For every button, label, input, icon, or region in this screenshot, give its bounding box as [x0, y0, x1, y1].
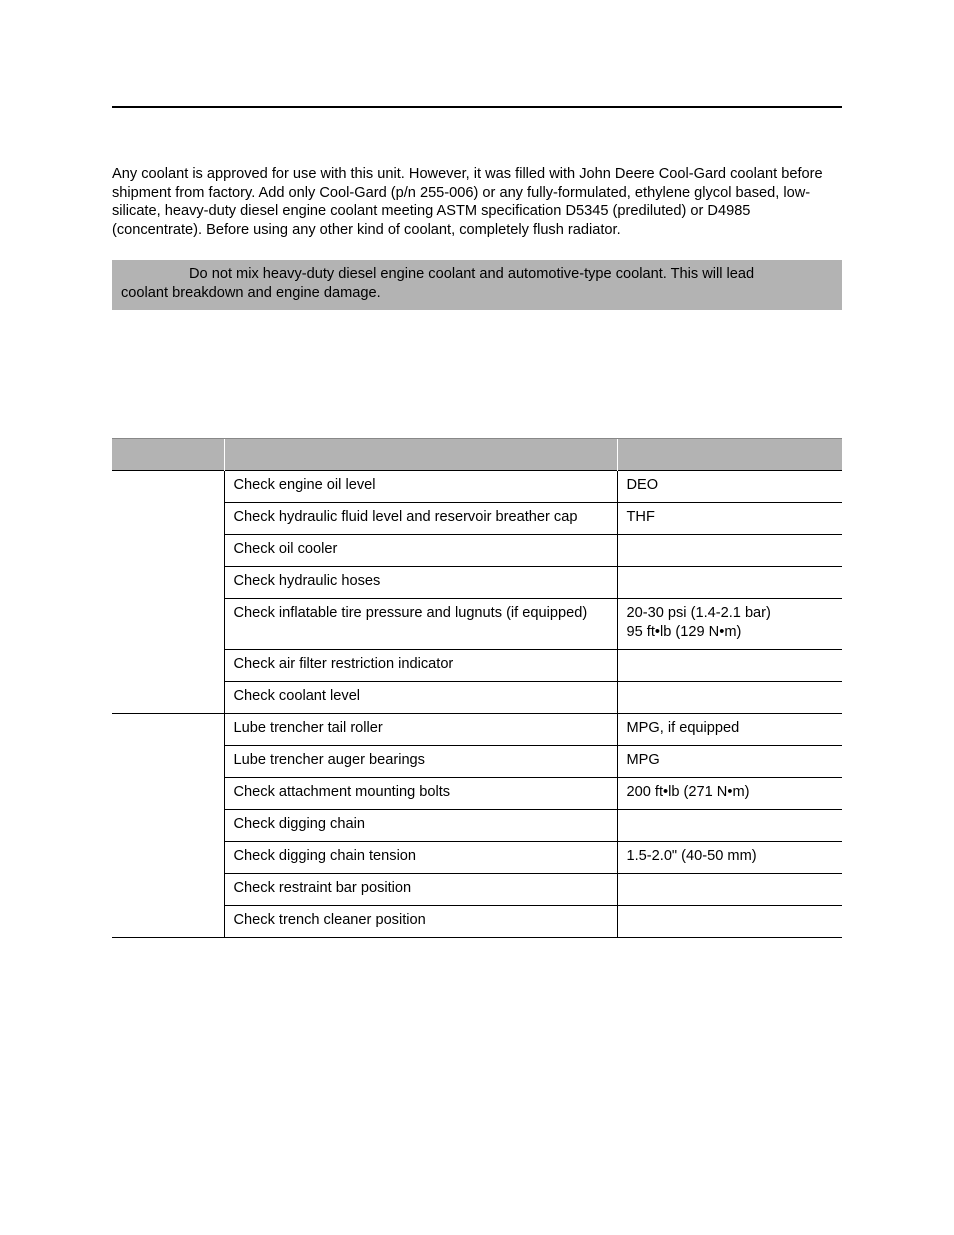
- interval-cell-group-1: [112, 471, 224, 714]
- spec-line-1: 20-30 psi (1.4-2.1 bar): [626, 605, 771, 621]
- spec-cell: [617, 567, 842, 599]
- task-cell: Check digging chain tension: [224, 842, 617, 874]
- table-row: [112, 471, 842, 503]
- spec-cell: [617, 906, 842, 938]
- header-spec: [617, 439, 842, 471]
- header-interval: [112, 439, 224, 471]
- coolant-paragraph: Any coolant is approved for use with this unit. However, it was filled with John Deere Cool-Gard coolant before shipment from factory. Add only Cool-Gard (p/n 255-006) or any fully-formulated, ethylene glycol based, low-silicate, heavy-duty diesel engine coolant meeting ASTM specification D5345 (prediluted) or D4985 (concentrate). Before using any other kind of coolant, completely flush radiator.: [112, 166, 823, 239]
- task-cell: Check air filter restriction indicator: [224, 650, 617, 682]
- spec-cell: [617, 535, 842, 567]
- top-rule: [112, 106, 842, 108]
- header-task: [224, 439, 617, 471]
- notice-line-1: Do not mix heavy-duty diesel engine coolant and automotive-type coolant. This will lead: [189, 266, 755, 282]
- interval-cell-group-2: [112, 714, 224, 938]
- task-cell: Check trench cleaner position: [224, 906, 617, 938]
- task-cell: Check restraint bar position: [224, 874, 617, 906]
- task-cell: Check attachment mounting bolts: [224, 778, 617, 810]
- spec-cell: [617, 810, 842, 842]
- table-row: [112, 714, 842, 746]
- spec-cell: MPG, if equipped: [617, 714, 842, 746]
- task-cell: Check digging chain: [224, 810, 617, 842]
- task-cell: Check hydraulic fluid level and reservoir breather cap: [224, 503, 617, 535]
- task-cell: Lube trencher auger bearings: [224, 746, 617, 778]
- task-cell: Check hydraulic hoses: [224, 567, 617, 599]
- spec-cell: 1.5-2.0" (40-50 mm): [617, 842, 842, 874]
- spec-cell: DEO: [617, 471, 842, 503]
- spec-line-2: 95 ft•lb (129 N•m): [626, 624, 742, 640]
- spec-cell: [617, 599, 842, 650]
- task-cell: Check coolant level: [224, 682, 617, 714]
- notice-line-2: coolant breakdown and engine damage.: [121, 285, 381, 301]
- task-cell: Check inflatable tire pressure and lugnuts (if equipped): [224, 599, 617, 650]
- spec-cell: [617, 650, 842, 682]
- spec-cell: [617, 682, 842, 714]
- spec-cell: [617, 874, 842, 906]
- spec-cell: 200 ft•lb (271 N•m): [617, 778, 842, 810]
- task-cell: Check engine oil level: [224, 471, 617, 503]
- table-header-row: [112, 439, 842, 471]
- task-cell: Lube trencher tail roller: [224, 714, 617, 746]
- spec-cell: THF: [617, 503, 842, 535]
- maintenance-table: [112, 438, 842, 938]
- notice-box: [112, 260, 842, 310]
- task-cell: Check oil cooler: [224, 535, 617, 567]
- spec-cell: MPG: [617, 746, 842, 778]
